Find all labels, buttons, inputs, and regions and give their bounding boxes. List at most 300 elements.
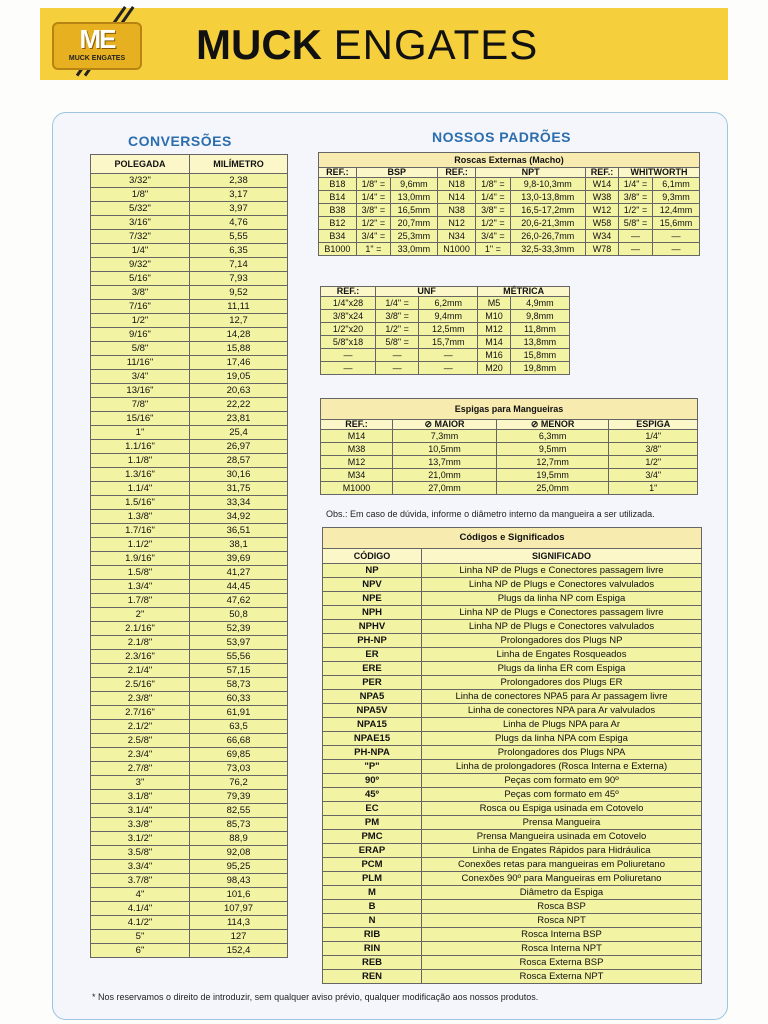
table-row [323,830,702,844]
logo-sub: MUCK ENGATES [68,55,126,62]
table-cell: M12 [321,456,393,469]
table-cell: 1.1/4" [91,482,190,496]
table-cell: Conexões retas para mangueiras em Poliuretano [422,858,702,872]
table-cell: 6,1mm [653,178,700,191]
col-header: SIGNIFICADO [422,549,702,564]
table-cell: 1/4"x28 [321,297,376,310]
table-cell: 19,5mm [496,469,609,482]
table-row [91,594,288,608]
table-row [91,734,288,748]
table-row [91,188,288,202]
table-row [323,914,702,928]
table-cell: 6,2mm [419,297,478,310]
table-cell: Prolongadores dos Plugs ER [422,676,702,690]
table-cell: 13,0mm [390,191,437,204]
table-row [323,704,702,718]
table-cell: EC [323,802,422,816]
table-row [91,804,288,818]
table-cell: 152,4 [189,944,287,958]
table-cell: 30,16 [189,468,287,482]
table-cell: — [618,243,652,256]
table-row [323,746,702,760]
table-cell: 9,8-10,3mm [510,178,586,191]
table-cell: 4.1/2" [91,916,190,930]
table-cell: 15,8mm [510,349,569,362]
table-cell: 9/32" [91,258,190,272]
table-row [91,930,288,944]
table-row [91,496,288,510]
table-row [91,692,288,706]
table-cell: — [653,243,700,256]
table-row [91,482,288,496]
table-cell: 3/32" [91,174,190,188]
table-cell: 3.1/2" [91,832,190,846]
table-cell: 1/2" = [618,204,652,217]
table-cell: 14,28 [189,328,287,342]
table-cell: REB [323,956,422,970]
table-row [323,970,702,984]
table-cell: NPV [323,578,422,592]
col-header: ⊘ MAIOR [393,420,497,430]
padroes-title: NOSSOS PADRÕES [432,129,571,145]
table-cell: 2.1/2" [91,720,190,734]
table-cell: Prensa Mangueira usinada em Cotovelo [422,830,702,844]
table-row [91,468,288,482]
col-header: REF.: [321,287,376,297]
table-row [323,648,702,662]
table-cell: 50,8 [189,608,287,622]
table-cell: Rosca Externa NPT [422,970,702,984]
table-row [91,944,288,958]
table-cell: 1/4" [91,244,190,258]
table-cell: 20,6-21,3mm [510,217,586,230]
col-header: REF.: [321,420,393,430]
table-cell: 15,7mm [419,336,478,349]
table-cell: 4,9mm [510,297,569,310]
table-cell: 1/4" = [356,191,390,204]
table-cell: W14 [586,178,619,191]
table-row [91,552,288,566]
table-cell: 11/16" [91,356,190,370]
table-cell: 3/4" = [476,230,510,243]
table-cell: 1/2" [91,314,190,328]
table-cell: 5/16" [91,272,190,286]
table-cell: — [321,349,376,362]
table-cell: — [618,230,652,243]
table-cell: 1" [91,426,190,440]
table-cell: M5 [478,297,511,310]
table-cell: 4" [91,888,190,902]
table-cell: 1/2"x20 [321,323,376,336]
table-cell: Linha de prolongadores (Rosca Interna e Externa) [422,760,702,774]
table-row [91,370,288,384]
table-cell: N1000 [437,243,475,256]
table-cell: M14 [321,430,393,443]
table-cell: RIN [323,942,422,956]
table-cell: 15,6mm [653,217,700,230]
col-header: WHITWORTH [618,168,699,178]
table-row [91,580,288,594]
table-cell: 13,0-13,8mm [510,191,586,204]
table-row [323,760,702,774]
espigas-caption: Espigas para Mangueiras [321,399,698,420]
table-cell: 1.3/4" [91,580,190,594]
table-cell: 2,38 [189,174,287,188]
table-cell: NPA5V [323,704,422,718]
table-cell: Linha NP de Plugs e Conectores passagem livre [422,564,702,578]
table-cell: 3,17 [189,188,287,202]
table-cell: 33,34 [189,496,287,510]
table-row [91,356,288,370]
table-row [91,398,288,412]
table-cell: 53,97 [189,636,287,650]
table-row [319,191,700,204]
table-cell: M [323,886,422,900]
table-cell: 6,3mm [496,430,609,443]
table-cell: 26,97 [189,440,287,454]
table-row [323,592,702,606]
table-row [323,956,702,970]
unf-table [320,286,570,375]
col-header: NPT [476,168,586,178]
table-cell: 1/4" = [618,178,652,191]
table-row [91,454,288,468]
table-cell: 9,5mm [496,443,609,456]
table-cell: 1.9/16" [91,552,190,566]
table-cell: 11,8mm [510,323,569,336]
table-cell: Prolongadores dos Plugs NP [422,634,702,648]
table-cell: 3.7/8" [91,874,190,888]
table-row [91,762,288,776]
table-cell: NPHV [323,620,422,634]
conversoes-table [90,154,288,958]
table-cell: 36,51 [189,524,287,538]
table-cell: — [419,349,478,362]
table-cell: 2" [91,608,190,622]
col-header: ESPIGA [609,420,698,430]
table-cell: 5/8" = [376,336,419,349]
table-cell: 1.1/8" [91,454,190,468]
table-cell: 107,97 [189,902,287,916]
table-cell: Linha de Engates Rápidos para Hidráulica [422,844,702,858]
table-cell: Rosca BSP [422,900,702,914]
table-cell: 47,62 [189,594,287,608]
col-header: POLEGADA [91,155,190,174]
table-cell: 57,15 [189,664,287,678]
table-cell: 1/8" = [356,178,390,191]
col-header: MÉTRICA [478,287,570,297]
conversoes-title: CONVERSÕES [128,133,232,149]
table-cell: N18 [437,178,475,191]
table-cell: NPA5 [323,690,422,704]
table-cell: N38 [437,204,475,217]
table-row [323,620,702,634]
table-cell: — [419,362,478,375]
table-row [323,690,702,704]
table-row [91,678,288,692]
table-cell: 33,0mm [390,243,437,256]
table-cell: 25,4 [189,426,287,440]
table-cell: 7,93 [189,272,287,286]
espigas-obs: Obs.: Em caso de dúvida, informe o diâmetro interno da mangueira a ser utilizada. [326,509,655,519]
table-cell: 3/8" [91,286,190,300]
col-header: ⊘ MENOR [496,420,609,430]
table-row [91,272,288,286]
table-cell: M1000 [321,482,393,495]
table-cell: 12,4mm [653,204,700,217]
table-cell: 7/16" [91,300,190,314]
table-row [91,566,288,580]
table-cell: 3/8" [609,443,698,456]
table-cell: PCM [323,858,422,872]
table-row [323,564,702,578]
table-cell: 9,8mm [510,310,569,323]
col-header: REF.: [437,168,475,178]
table-cell: 85,73 [189,818,287,832]
table-cell: 1" [609,482,698,495]
table-row [321,349,570,362]
table-cell: Linha de Plugs NPA para Ar [422,718,702,732]
table-cell: Diâmetro da Espiga [422,886,702,900]
table-cell: 3" [91,776,190,790]
table-row [321,430,698,443]
table-cell: Linha de conectores NPA5 para Ar passagem livre [422,690,702,704]
table-cell: Linha NP de Plugs e Conectores valvulados [422,620,702,634]
table-cell: 2.5/16" [91,678,190,692]
table-cell: 16,5mm [390,204,437,217]
table-row [91,664,288,678]
table-cell: 7/8" [91,398,190,412]
table-cell: 38,1 [189,538,287,552]
table-cell: RIB [323,928,422,942]
table-cell: 15/16" [91,412,190,426]
table-cell: 90º [323,774,422,788]
table-cell: M12 [478,323,511,336]
table-row [321,310,570,323]
table-row [319,204,700,217]
table-row [91,706,288,720]
table-cell: — [653,230,700,243]
table-row [91,328,288,342]
table-cell: 21,0mm [393,469,497,482]
table-cell: NPH [323,606,422,620]
table-row [91,174,288,188]
table-cell: Rosca ou Espiga usinada em Cotovelo [422,802,702,816]
table-cell: 28,57 [189,454,287,468]
table-cell: 2.7/8" [91,762,190,776]
table-cell: 95,25 [189,860,287,874]
table-cell: 127 [189,930,287,944]
table-cell: ER [323,648,422,662]
table-cell: 12,5mm [419,323,478,336]
col-header: REF.: [586,168,619,178]
table-cell: 5/8" [91,342,190,356]
table-cell: 3/8" = [356,204,390,217]
table-row [319,243,700,256]
table-cell: 7,14 [189,258,287,272]
brand-bold: MUCK [196,21,322,68]
table-cell: 6" [91,944,190,958]
table-cell: 39,69 [189,552,287,566]
table-cell: 63,5 [189,720,287,734]
table-cell: M14 [478,336,511,349]
table-cell: 13/16" [91,384,190,398]
table-cell: 25,0mm [496,482,609,495]
table-cell: PM [323,816,422,830]
table-cell: ERE [323,662,422,676]
table-cell: 9,6mm [390,178,437,191]
table-cell: 114,3 [189,916,287,930]
table-row [323,872,702,886]
table-row [321,443,698,456]
table-cell: PER [323,676,422,690]
table-cell: 7/32" [91,230,190,244]
table-cell: 45º [323,788,422,802]
codigos-caption: Códigos e Significados [323,528,702,549]
table-cell: 82,55 [189,804,287,818]
table-cell: W58 [586,217,619,230]
table-cell: ERAP [323,844,422,858]
table-cell: 5,55 [189,230,287,244]
table-cell: Peças com formato em 90º [422,774,702,788]
table-cell: M34 [321,469,393,482]
table-cell: 2.1/8" [91,636,190,650]
table-row [91,300,288,314]
table-cell: 9,52 [189,286,287,300]
table-row [323,578,702,592]
table-cell: Rosca NPT [422,914,702,928]
table-cell: Conexões 90º para Mangueiras em Poliuretano [422,872,702,886]
table-cell: 4.1/4" [91,902,190,916]
codigos-table [322,527,702,984]
table-cell: 3,97 [189,202,287,216]
table-cell: 52,39 [189,622,287,636]
table-row [91,776,288,790]
table-cell: M38 [321,443,393,456]
table-cell: B12 [319,217,357,230]
table-row [323,844,702,858]
table-row [91,314,288,328]
table-cell: PLM [323,872,422,886]
table-cell: 1.7/16" [91,524,190,538]
table-cell: 1" = [356,243,390,256]
table-row [323,942,702,956]
table-cell: B1000 [319,243,357,256]
table-cell: W34 [586,230,619,243]
table-row [91,874,288,888]
table-cell: NPE [323,592,422,606]
brand-light: ENGATES [333,21,539,68]
table-row [91,720,288,734]
table-cell: 1/8" = [476,178,510,191]
table-row [91,860,288,874]
logo-mark: ME [79,24,115,54]
table-cell: B18 [319,178,357,191]
table-cell: 1/8" [91,188,190,202]
table-row [323,816,702,830]
table-cell: 2.3/4" [91,748,190,762]
table-row [91,622,288,636]
table-cell: 66,68 [189,734,287,748]
table-cell: 3/16" [91,216,190,230]
table-cell: 3/4" = [356,230,390,243]
table-cell: 19,8mm [510,362,569,375]
table-cell: 3.3/8" [91,818,190,832]
table-cell: Plugs da linha NP com Espiga [422,592,702,606]
table-cell: 3.1/8" [91,790,190,804]
table-row [91,230,288,244]
table-cell: 5" [91,930,190,944]
roscas-table [318,152,700,256]
table-cell: 88,9 [189,832,287,846]
table-cell: Peças com formato em 45º [422,788,702,802]
table-cell: 9/16" [91,328,190,342]
table-row [91,888,288,902]
table-cell: 1.5/8" [91,566,190,580]
table-cell: 60,33 [189,692,287,706]
table-cell: NPA15 [323,718,422,732]
table-cell: 3.1/4" [91,804,190,818]
table-cell: 2.3/8" [91,692,190,706]
table-cell: 6,35 [189,244,287,258]
table-cell: PH-NPA [323,746,422,760]
table-row [323,788,702,802]
table-row [319,217,700,230]
table-cell: 3/4" [91,370,190,384]
table-cell: 16,5-17,2mm [510,204,586,217]
table-row [323,676,702,690]
table-cell: 9,3mm [653,191,700,204]
table-row [319,178,700,191]
table-cell: 3/8" = [476,204,510,217]
table-cell: 79,39 [189,790,287,804]
table-cell: 55,56 [189,650,287,664]
table-row [91,258,288,272]
table-cell: 2.5/8" [91,734,190,748]
table-cell: 5/8" = [618,217,652,230]
table-row [91,636,288,650]
table-row [323,858,702,872]
table-cell: N34 [437,230,475,243]
table-cell: 32,5-33,3mm [510,243,586,256]
table-cell: N14 [437,191,475,204]
table-row [91,650,288,664]
table-row [91,342,288,356]
table-cell: 1/4" [609,430,698,443]
table-row [91,790,288,804]
table-cell: 1.3/8" [91,510,190,524]
table-cell: NPAE15 [323,732,422,746]
table-cell: 1/2" [609,456,698,469]
table-row [91,818,288,832]
col-header: REF.: [319,168,357,178]
table-row [323,900,702,914]
table-cell: 1.7/8" [91,594,190,608]
table-row [323,718,702,732]
col-header: BSP [356,168,437,178]
table-row [91,916,288,930]
table-cell: 5/8"x18 [321,336,376,349]
table-row [321,323,570,336]
table-cell: B14 [319,191,357,204]
table-cell: 12,7 [189,314,287,328]
table-row [91,216,288,230]
table-row [321,362,570,375]
table-cell: M16 [478,349,511,362]
table-cell: 20,7mm [390,217,437,230]
table-cell: 13,7mm [393,456,497,469]
table-cell: Linha NP de Plugs e Conectores passagem livre [422,606,702,620]
